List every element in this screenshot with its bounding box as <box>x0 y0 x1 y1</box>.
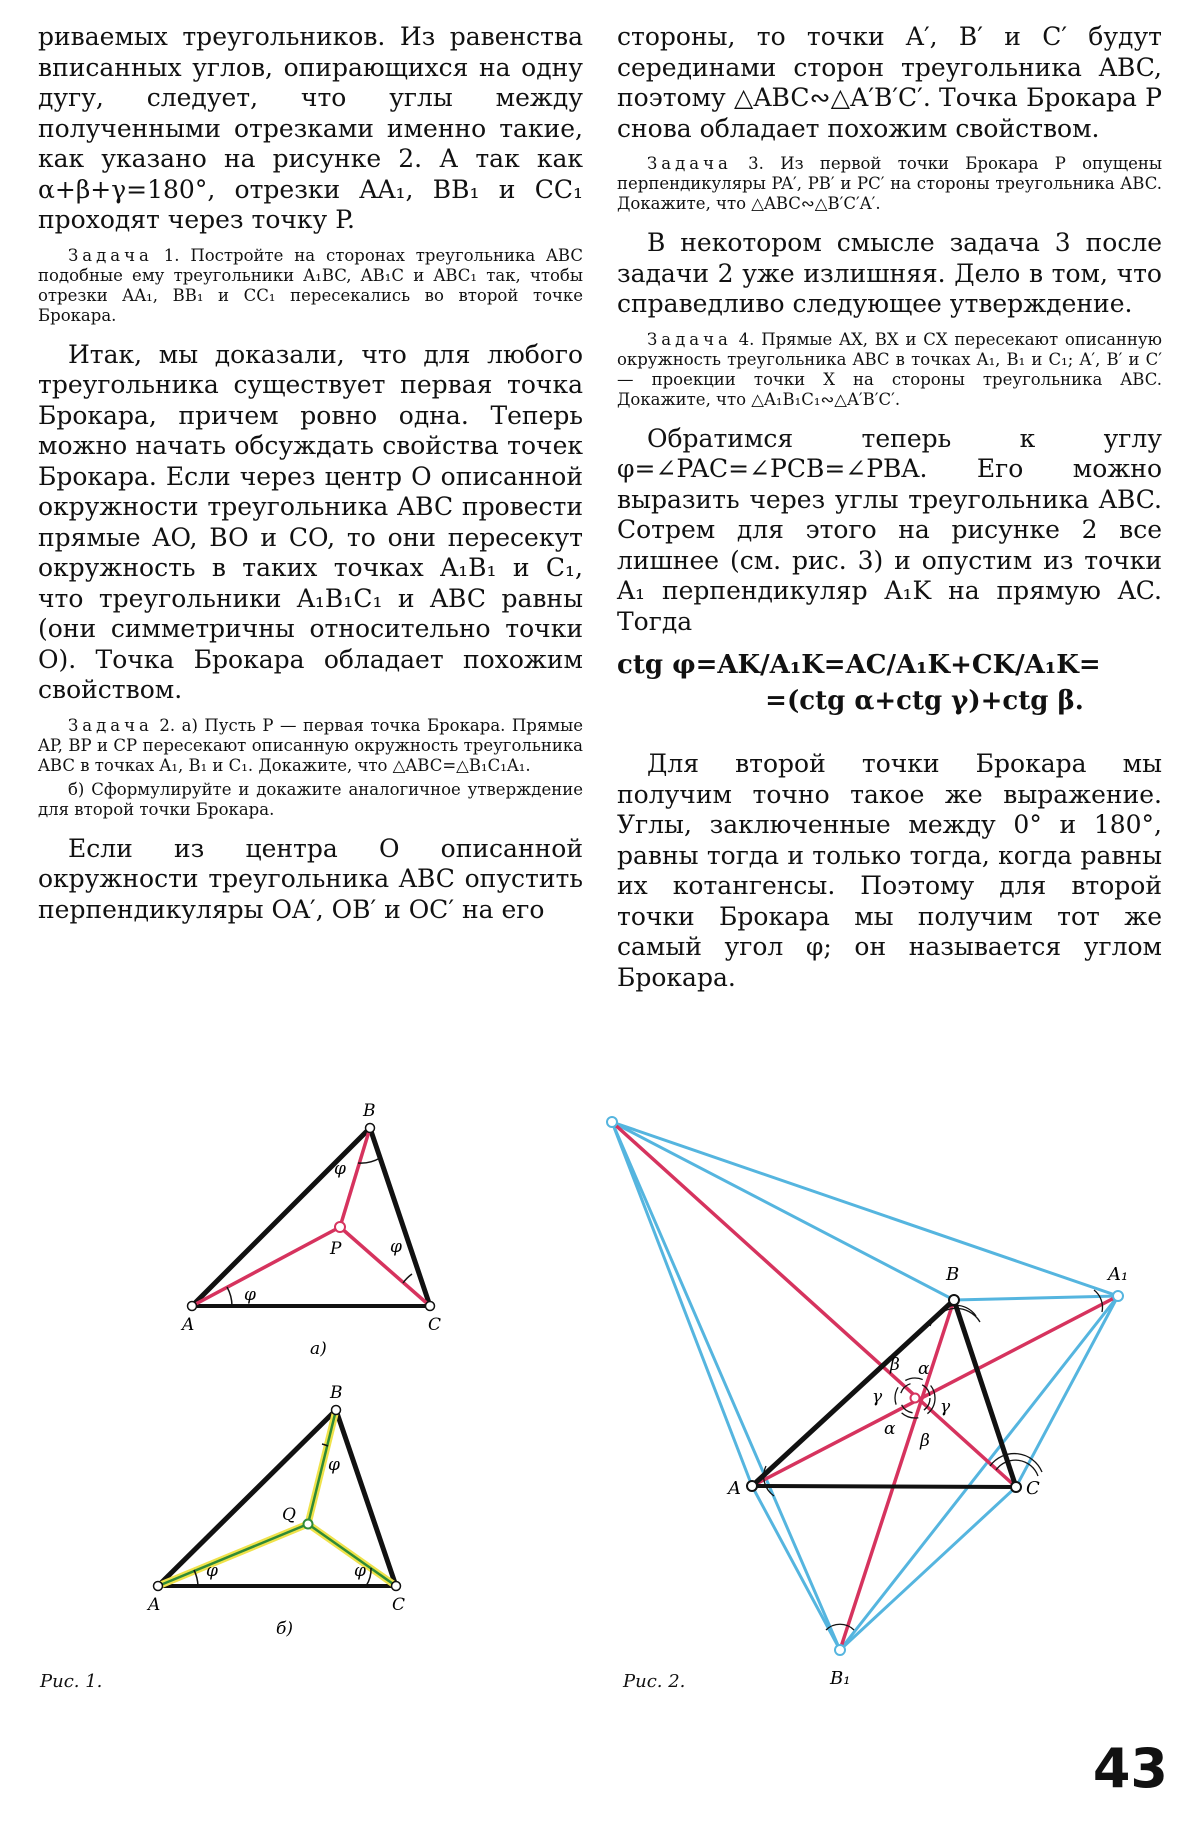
fig1b-label-c: C <box>392 1595 406 1615</box>
left-column <box>38 22 583 935</box>
fig1b-vertex-a <box>154 1582 163 1591</box>
task-1-text: 1. Постройте на сторонах треугольника ABC подобные ему треугольники A₁BC, AB₁C и ABC₁ так, чтобы отрезки AA₁, BB₁ и CC₁ пересекались во второй точке Брокара. <box>38 245 583 325</box>
task-1 <box>38 246 583 326</box>
fig2-beta-bottom: β <box>920 1431 930 1451</box>
fig2-gamma-left: γ <box>872 1387 883 1407</box>
fig1b-point-q <box>304 1520 313 1529</box>
fig1a-angle-arc-c <box>403 1274 412 1283</box>
cotangent-formula <box>617 647 1162 719</box>
fig1b-phi-a: φ <box>206 1561 218 1581</box>
task-4-text: 4. Прямые AX, BX и CX пересекают описанную окружность треугольника ABC в точках A₁, B₁ и C₁; A′, B′ и C′ — проекции точки X на стороны треугольника ABC. Докажите, что △A₁B₁C₁∾△A′B′C′. <box>617 329 1162 409</box>
left-paragraph-2: Итак, мы доказали, что для любого треугольника существует первая точка Брокара, причем ровно одна. Теперь можно начать обсуждать свойства точек Брокара. Если через центр O описанной окружности треугольника ABC провести прямые AO, BO и CO, то они пересекут окружность в таких точках A₁B₁ и C₁, что треугольники A₁B₁C₁ и ABC равны (они симметричны относительно точки O). Точка Брокара обладает похожим свойством. <box>38 339 583 704</box>
right-paragraph-2: В некотором смысле задача 3 после задачи 2 уже излишняя. Дело в том, что справедливо следующее утверждение. <box>617 228 1162 318</box>
fig1a-vertex-c <box>426 1302 435 1311</box>
formula-line-2: =(ctg α+ctg γ)+ctg β. <box>765 686 1084 716</box>
figure-1-caption: Рис. 1. <box>40 1671 103 1692</box>
fig1b-sublabel: б) <box>276 1619 294 1639</box>
fig1a-phi-c: φ <box>390 1237 402 1257</box>
fig2-point-c1 <box>607 1117 617 1127</box>
task-2 <box>38 716 583 776</box>
fig1a-label-a: A <box>182 1315 195 1335</box>
fig1b-vertex-c <box>392 1582 401 1591</box>
fig1a-phi-a: φ <box>244 1285 256 1305</box>
fig1b-label-q: Q <box>282 1505 296 1525</box>
right-paragraph-3: Обратимся теперь к углу φ=∠PAC=∠PCB=∠PBA. Его можно выразить через углы треугольника ABC. Сотрем для этого на рисунке 2 все лишнее (см. рис. 3) и опустим из точки A₁ перпендикуляр A₁K на прямую AC. Тогда <box>617 423 1162 636</box>
fig1a-phi-b: φ <box>334 1159 346 1179</box>
task-4-label: Задача <box>647 329 732 349</box>
task-2-label: Задача <box>68 715 153 735</box>
task-1-label: Задача <box>68 245 153 265</box>
fig2-line-a-a1 <box>752 1296 1118 1486</box>
formula-line-1: ctg φ=AK/A₁K=AC/A₁K+CK/A₁K= <box>617 650 1101 680</box>
fig1a-label-c: C <box>428 1315 442 1335</box>
fig2-point-b1 <box>835 1645 845 1655</box>
fig1a-segment-ap <box>192 1227 340 1306</box>
right-paragraph-1: стороны, то точки A′, B′ и C′ будут серединами сторон треугольника ABC, поэтому △ABC∾△A′B′C′. Точка Брокара P снова обладает похожим свойством. <box>617 22 1162 143</box>
fig2-label-a: A <box>728 1478 741 1499</box>
figure-2-caption: Рис. 2. <box>623 1671 686 1692</box>
fig1b-side-ab <box>158 1410 336 1586</box>
fig2-label-c: C <box>1026 1478 1040 1499</box>
fig2-vertex-b <box>949 1295 959 1305</box>
left-paragraph-3: Если из центра O описанной окружности треугольника ABC опустить перпендикуляры OA′, OB′ и OC′ на его <box>38 833 583 924</box>
fig2-point-a1 <box>1113 1291 1123 1301</box>
fig1b-vertex-b <box>332 1406 341 1415</box>
task-4 <box>617 330 1162 410</box>
fig1a-label-p: P <box>330 1239 342 1259</box>
task-3-label: Задача <box>647 154 732 173</box>
fig2-alpha-bottom: α <box>884 1419 896 1439</box>
fig2-alpha-top: α <box>918 1359 930 1379</box>
fig1a-vertex-a <box>188 1302 197 1311</box>
left-paragraph-1: риваемых треугольников. Из равенства вписанных углов, опирающихся на одну дугу, следует, что углы между полученными отрезками именно такие, как указано на рисунке 2. А так как α+β+γ=180°, отрезки AA₁, BB₁ и CC₁ проходят через точку P. <box>38 22 583 234</box>
fig2-label-a1: A₁ <box>1108 1264 1129 1285</box>
fig2-vertex-c <box>1011 1482 1021 1492</box>
right-paragraph-4: Для второй точки Брокара мы получим точно такое же выражение. Углы, заключенные между 0° и 180°, равны тогда и только тогда, когда равны их котангенсы. Поэтому для второй точки Брокара мы получим тот же самый угол φ; он называется углом Брокара. <box>617 749 1162 992</box>
fig1b-segment-aq <box>158 1524 308 1586</box>
fig1a-point-p <box>335 1222 345 1232</box>
fig1b-label-b: B <box>330 1383 343 1403</box>
fig1a-label-b: B <box>363 1101 376 1121</box>
fig2-vertex-a <box>747 1481 757 1491</box>
fig2-label-b: B <box>946 1264 960 1285</box>
fig2-blue-a-c1 <box>612 1122 752 1486</box>
fig2-side-ac <box>752 1486 1016 1487</box>
right-column <box>617 22 1162 1003</box>
figure-1a <box>170 1090 470 1360</box>
fig2-point-p <box>911 1394 920 1403</box>
fig2-gamma-right: γ <box>940 1397 951 1417</box>
fig1a-angle-arc-a <box>227 1287 232 1306</box>
fig2-label-b1: B₁ <box>830 1668 851 1689</box>
task-3-text: 3. Из первой точки Брокара P опущены перпендикуляры PA′, PB′ и PC′ на стороны треугольника ABC. Докажите, что △ABC∾△B′C′A′. <box>617 154 1162 213</box>
fig1b-side-bc <box>336 1410 396 1586</box>
task-3 <box>617 154 1162 214</box>
fig2-beta-top: β <box>890 1355 900 1375</box>
figure-2 <box>590 1100 1170 1720</box>
fig1a-sublabel: а) <box>310 1339 327 1359</box>
fig1b-phi-c: φ <box>354 1561 366 1581</box>
task-2b: б) Сформулируйте и докажите аналогичное утверждение для второй точки Брокара. <box>38 779 583 819</box>
task-2-text: 2. а) Пусть P — первая точка Брокара. Прямые AP, BP и CP пересекают описанную окружность треугольника ABC в точках A₁, B₁ и C₁. Докажите, что △ABC=△B₁C₁A₁. <box>38 715 584 775</box>
fig1b-phi-b: φ <box>328 1455 340 1475</box>
figure-1b <box>140 1380 440 1640</box>
fig1a-vertex-b <box>366 1124 375 1133</box>
page-number: 43 <box>1092 1737 1168 1800</box>
fig1b-label-a: A <box>148 1595 161 1615</box>
